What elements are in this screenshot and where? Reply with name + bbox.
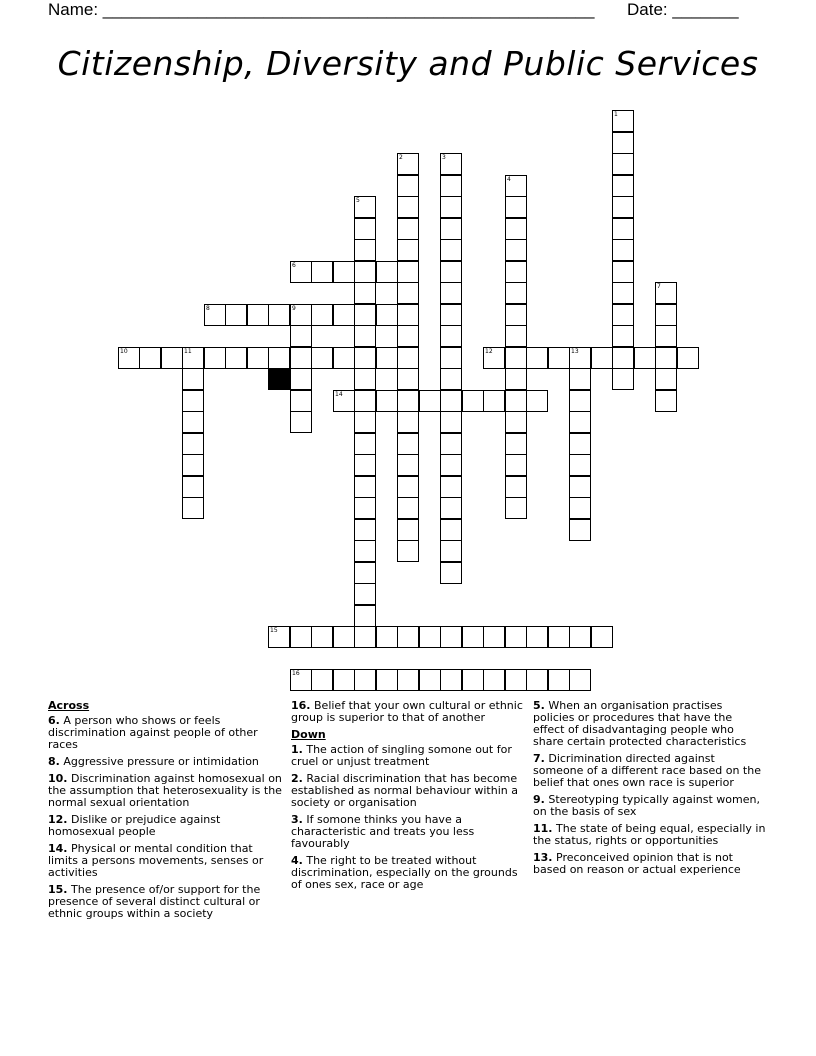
grid-cell[interactable]: [419, 390, 441, 412]
grid-cell[interactable]: [655, 282, 677, 304]
grid-cell[interactable]: [354, 497, 376, 519]
grid-block: [268, 368, 290, 390]
clue-across-6: 6. A person who shows or feels discrimination against people of other races: [48, 714, 258, 751]
grid-cell[interactable]: [354, 476, 376, 498]
grid-cell[interactable]: [569, 626, 591, 648]
grid-cell[interactable]: [225, 304, 247, 326]
grid-cell[interactable]: [655, 368, 677, 390]
grid-cell[interactable]: [354, 669, 376, 691]
grid-cell[interactable]: [569, 433, 591, 455]
grid-cell[interactable]: [204, 347, 226, 369]
clue-number: 15: [270, 627, 278, 634]
grid-cell[interactable]: [333, 626, 355, 648]
grid-cell[interactable]: [440, 390, 462, 412]
grid-cell[interactable]: [333, 390, 355, 412]
grid-cell[interactable]: [548, 347, 570, 369]
grid-cell[interactable]: [591, 626, 613, 648]
grid-cell[interactable]: [397, 325, 419, 347]
grid-cell[interactable]: [440, 411, 462, 433]
clue-down-7: 7. Dicrimination directed against someone of a different race based on the belief that ones own race is superior: [533, 752, 761, 789]
clue-number: 3: [442, 154, 446, 161]
grid-cell[interactable]: [182, 411, 204, 433]
grid-cell[interactable]: [462, 669, 484, 691]
clue-number: 11: [184, 348, 192, 355]
grid-cell[interactable]: [440, 497, 462, 519]
grid-cell[interactable]: [354, 196, 376, 218]
grid-cell[interactable]: [354, 261, 376, 283]
grid-cell[interactable]: [268, 626, 290, 648]
grid-cell[interactable]: [440, 562, 462, 584]
clue-down-1: 1. The action of singling somone out for cruel or unjust treatment: [291, 743, 512, 768]
grid-cell[interactable]: [612, 110, 634, 132]
grid-cell[interactable]: [376, 669, 398, 691]
grid-cell[interactable]: [182, 390, 204, 412]
grid-cell[interactable]: [569, 454, 591, 476]
grid-cell[interactable]: [354, 368, 376, 390]
clue-down-9: 9. Stereotyping typically against women, on the basis of sex: [533, 793, 760, 818]
grid-cell[interactable]: [440, 218, 462, 240]
grid-cell[interactable]: [290, 347, 312, 369]
clue-number: 9: [292, 305, 296, 312]
grid-cell[interactable]: [505, 390, 527, 412]
grid-cell[interactable]: [397, 669, 419, 691]
name-field-label: Name: ____________________________________________________: [48, 0, 595, 19]
clue-down-5: 5. When an organisation practises policies or procedures that have the effect of disadvantaging people who share certain protected characteristics: [533, 699, 747, 748]
grid-cell[interactable]: [118, 347, 140, 369]
grid-cell[interactable]: [419, 626, 441, 648]
grid-cell[interactable]: [419, 669, 441, 691]
clue-number: 8: [206, 305, 210, 312]
grid-cell[interactable]: [354, 390, 376, 412]
grid-cell[interactable]: [290, 304, 312, 326]
grid-cell[interactable]: [204, 304, 226, 326]
grid-cell[interactable]: [526, 347, 548, 369]
grid-cell[interactable]: [655, 390, 677, 412]
grid-cell[interactable]: [376, 261, 398, 283]
grid-cell[interactable]: [505, 261, 527, 283]
across-heading: Across: [48, 699, 90, 712]
grid-cell[interactable]: [440, 433, 462, 455]
grid-cell[interactable]: [505, 626, 527, 648]
grid-cell[interactable]: [505, 239, 527, 261]
grid-cell[interactable]: [634, 347, 656, 369]
clues-column-3: [533, 700, 767, 881]
date-field-label: Date: _______: [627, 0, 739, 19]
grid-cell[interactable]: [333, 304, 355, 326]
grid-cell[interactable]: [397, 368, 419, 390]
clue-number: 13: [571, 348, 579, 355]
grid-cell[interactable]: [440, 454, 462, 476]
grid-cell[interactable]: [569, 497, 591, 519]
grid-cell[interactable]: [505, 347, 527, 369]
grid-cell[interactable]: [311, 304, 333, 326]
grid-cell[interactable]: [397, 196, 419, 218]
grid-cell[interactable]: [612, 325, 634, 347]
grid-cell[interactable]: [182, 454, 204, 476]
grid-cell[interactable]: [354, 218, 376, 240]
grid-cell[interactable]: [462, 626, 484, 648]
grid-cell[interactable]: [290, 261, 312, 283]
grid-cell[interactable]: [483, 347, 505, 369]
clues-column-1: [48, 700, 282, 925]
grid-cell[interactable]: [569, 669, 591, 691]
grid-cell[interactable]: [139, 347, 161, 369]
clue-across-8: 8. Aggressive pressure or intimidation: [48, 755, 259, 768]
grid-cell[interactable]: [333, 669, 355, 691]
clues-column-2: [291, 700, 525, 896]
grid-cell[interactable]: [440, 476, 462, 498]
clue-number: 6: [292, 262, 296, 269]
grid-cell[interactable]: [397, 347, 419, 369]
grid-cell[interactable]: [354, 304, 376, 326]
grid-cell[interactable]: [505, 476, 527, 498]
grid-cell[interactable]: [483, 390, 505, 412]
grid-cell[interactable]: [290, 390, 312, 412]
grid-cell[interactable]: [182, 368, 204, 390]
grid-cell[interactable]: [311, 347, 333, 369]
grid-cell[interactable]: [612, 239, 634, 261]
grid-cell[interactable]: [505, 497, 527, 519]
grid-cell[interactable]: [462, 390, 484, 412]
clue-number: 10: [120, 348, 128, 355]
clue-number: 7: [657, 283, 661, 290]
clue-number: 1: [614, 111, 618, 118]
clue-across-16: 16. Belief that your own cultural or ethnic group is superior to that of another: [291, 699, 523, 724]
grid-cell[interactable]: [354, 605, 376, 627]
grid-cell[interactable]: [440, 540, 462, 562]
clue-down-11: 11. The state of being equal, especially in the status, rights or opportunities: [533, 822, 766, 847]
grid-cell[interactable]: [526, 669, 548, 691]
grid-cell[interactable]: [376, 390, 398, 412]
grid-cell[interactable]: [225, 347, 247, 369]
grid-cell[interactable]: [440, 282, 462, 304]
grid-cell[interactable]: [397, 218, 419, 240]
grid-cell[interactable]: [397, 497, 419, 519]
grid-cell[interactable]: [440, 669, 462, 691]
grid-cell[interactable]: [440, 325, 462, 347]
grid-cell[interactable]: [333, 261, 355, 283]
clue-number: 14: [335, 391, 343, 398]
clue-down-3: 3. If somone thinks you have a characteristic and treats you less favourably: [291, 813, 475, 850]
grid-cell[interactable]: [354, 325, 376, 347]
grid-cell[interactable]: [247, 347, 269, 369]
grid-cell[interactable]: [655, 325, 677, 347]
grid-cell[interactable]: [397, 411, 419, 433]
grid-cell[interactable]: [612, 282, 634, 304]
grid-cell[interactable]: [505, 433, 527, 455]
grid-cell[interactable]: [354, 347, 376, 369]
grid-cell[interactable]: [440, 519, 462, 541]
grid-cell[interactable]: [397, 519, 419, 541]
grid-cell[interactable]: [440, 153, 462, 175]
down-heading: Down: [291, 728, 326, 741]
grid-cell[interactable]: [354, 626, 376, 648]
grid-cell[interactable]: [655, 304, 677, 326]
grid-cell[interactable]: [354, 540, 376, 562]
grid-cell[interactable]: [483, 626, 505, 648]
grid-cell[interactable]: [376, 304, 398, 326]
grid-cell[interactable]: [397, 540, 419, 562]
grid-cell[interactable]: [397, 261, 419, 283]
grid-cell[interactable]: [440, 239, 462, 261]
grid-cell[interactable]: [290, 626, 312, 648]
grid-cell[interactable]: [505, 282, 527, 304]
grid-cell[interactable]: [268, 304, 290, 326]
clue-number: 12: [485, 348, 493, 355]
clue-number: 4: [507, 176, 511, 183]
grid-cell[interactable]: [311, 261, 333, 283]
grid-cell[interactable]: [397, 626, 419, 648]
grid-cell[interactable]: [612, 368, 634, 390]
grid-cell[interactable]: [505, 325, 527, 347]
grid-cell[interactable]: [354, 519, 376, 541]
grid-cell[interactable]: [569, 368, 591, 390]
grid-cell[interactable]: [182, 497, 204, 519]
grid-cell[interactable]: [612, 218, 634, 240]
grid-cell[interactable]: [505, 196, 527, 218]
grid-cell[interactable]: [440, 304, 462, 326]
grid-cell[interactable]: [505, 368, 527, 390]
grid-cell[interactable]: [182, 347, 204, 369]
grid-cell[interactable]: [612, 153, 634, 175]
grid-cell[interactable]: [569, 519, 591, 541]
grid-cell[interactable]: [333, 347, 355, 369]
grid-cell[interactable]: [290, 325, 312, 347]
grid-cell[interactable]: [354, 562, 376, 584]
clue-down-2: 2. Racial discrimination that has become established as normal behaviour within a society or organisation: [291, 772, 518, 809]
grid-cell[interactable]: [440, 261, 462, 283]
grid-cell[interactable]: [182, 476, 204, 498]
grid-cell[interactable]: [397, 153, 419, 175]
grid-cell[interactable]: [290, 368, 312, 390]
grid-cell[interactable]: [569, 476, 591, 498]
grid-cell[interactable]: [354, 411, 376, 433]
grid-cell[interactable]: [311, 626, 333, 648]
grid-cell[interactable]: [397, 390, 419, 412]
grid-cell[interactable]: [505, 454, 527, 476]
grid-cell[interactable]: [247, 304, 269, 326]
grid-cell[interactable]: [505, 304, 527, 326]
clue-number: 16: [292, 670, 300, 677]
grid-cell[interactable]: [569, 390, 591, 412]
grid-cell[interactable]: [569, 347, 591, 369]
puzzle-title: Citizenship, Diversity and Public Services: [57, 44, 759, 83]
grid-cell[interactable]: [612, 175, 634, 197]
grid-cell[interactable]: [612, 132, 634, 154]
grid-cell[interactable]: [505, 218, 527, 240]
grid-cell[interactable]: [376, 626, 398, 648]
clue-down-13: 13. Preconceived opinion that is not based on reason or actual experience: [533, 851, 741, 876]
grid-cell[interactable]: [526, 626, 548, 648]
clue-across-12: 12. Dislike or prejudice against homosexual people: [48, 813, 221, 838]
grid-cell[interactable]: [397, 454, 419, 476]
grid-cell[interactable]: [548, 626, 570, 648]
grid-cell[interactable]: [354, 282, 376, 304]
grid-cell[interactable]: [161, 347, 183, 369]
grid-cell[interactable]: [397, 476, 419, 498]
grid-cell[interactable]: [591, 347, 613, 369]
grid-cell[interactable]: [290, 411, 312, 433]
grid-cell[interactable]: [397, 304, 419, 326]
grid-cell[interactable]: [397, 282, 419, 304]
grid-cell[interactable]: [612, 196, 634, 218]
grid-cell[interactable]: [505, 669, 527, 691]
grid-cell[interactable]: [440, 626, 462, 648]
clue-number: 2: [399, 154, 403, 161]
grid-cell[interactable]: [268, 347, 290, 369]
grid-cell[interactable]: [354, 583, 376, 605]
grid-cell[interactable]: [612, 304, 634, 326]
grid-cell[interactable]: [505, 411, 527, 433]
grid-cell[interactable]: [397, 175, 419, 197]
clue-number: 5: [356, 197, 360, 204]
clue-down-4: 4. The right to be treated without discrimination, especially on the grounds of ones sex, race or age: [291, 854, 518, 891]
grid-cell[interactable]: [397, 433, 419, 455]
grid-cell[interactable]: [440, 175, 462, 197]
grid-cell[interactable]: [440, 347, 462, 369]
clue-across-14: 14. Physical or mental condition that limits a persons movements, senses or activities: [48, 842, 264, 879]
grid-cell[interactable]: [376, 347, 398, 369]
grid-cell[interactable]: [397, 239, 419, 261]
grid-cell[interactable]: [354, 454, 376, 476]
grid-cell[interactable]: [655, 347, 677, 369]
grid-cell[interactable]: [548, 669, 570, 691]
grid-cell[interactable]: [354, 433, 376, 455]
grid-cell[interactable]: [526, 390, 548, 412]
grid-cell[interactable]: [182, 433, 204, 455]
grid-cell[interactable]: [612, 261, 634, 283]
grid-cell[interactable]: [290, 669, 312, 691]
grid-cell[interactable]: [505, 175, 527, 197]
clue-across-15: 15. The presence of/or support for the presence of several distinct cultural or ethnic groups within a society: [48, 883, 261, 920]
grid-cell[interactable]: [440, 196, 462, 218]
clue-across-10: 10. Discrimination against homosexual on the assumption that heterosexuality is the normal sexual orientation: [48, 772, 282, 809]
grid-cell[interactable]: [569, 411, 591, 433]
grid-cell[interactable]: [612, 347, 634, 369]
grid-cell[interactable]: [677, 347, 699, 369]
grid-cell[interactable]: [483, 669, 505, 691]
grid-cell[interactable]: [354, 239, 376, 261]
grid-cell[interactable]: [440, 368, 462, 390]
grid-cell[interactable]: [311, 669, 333, 691]
